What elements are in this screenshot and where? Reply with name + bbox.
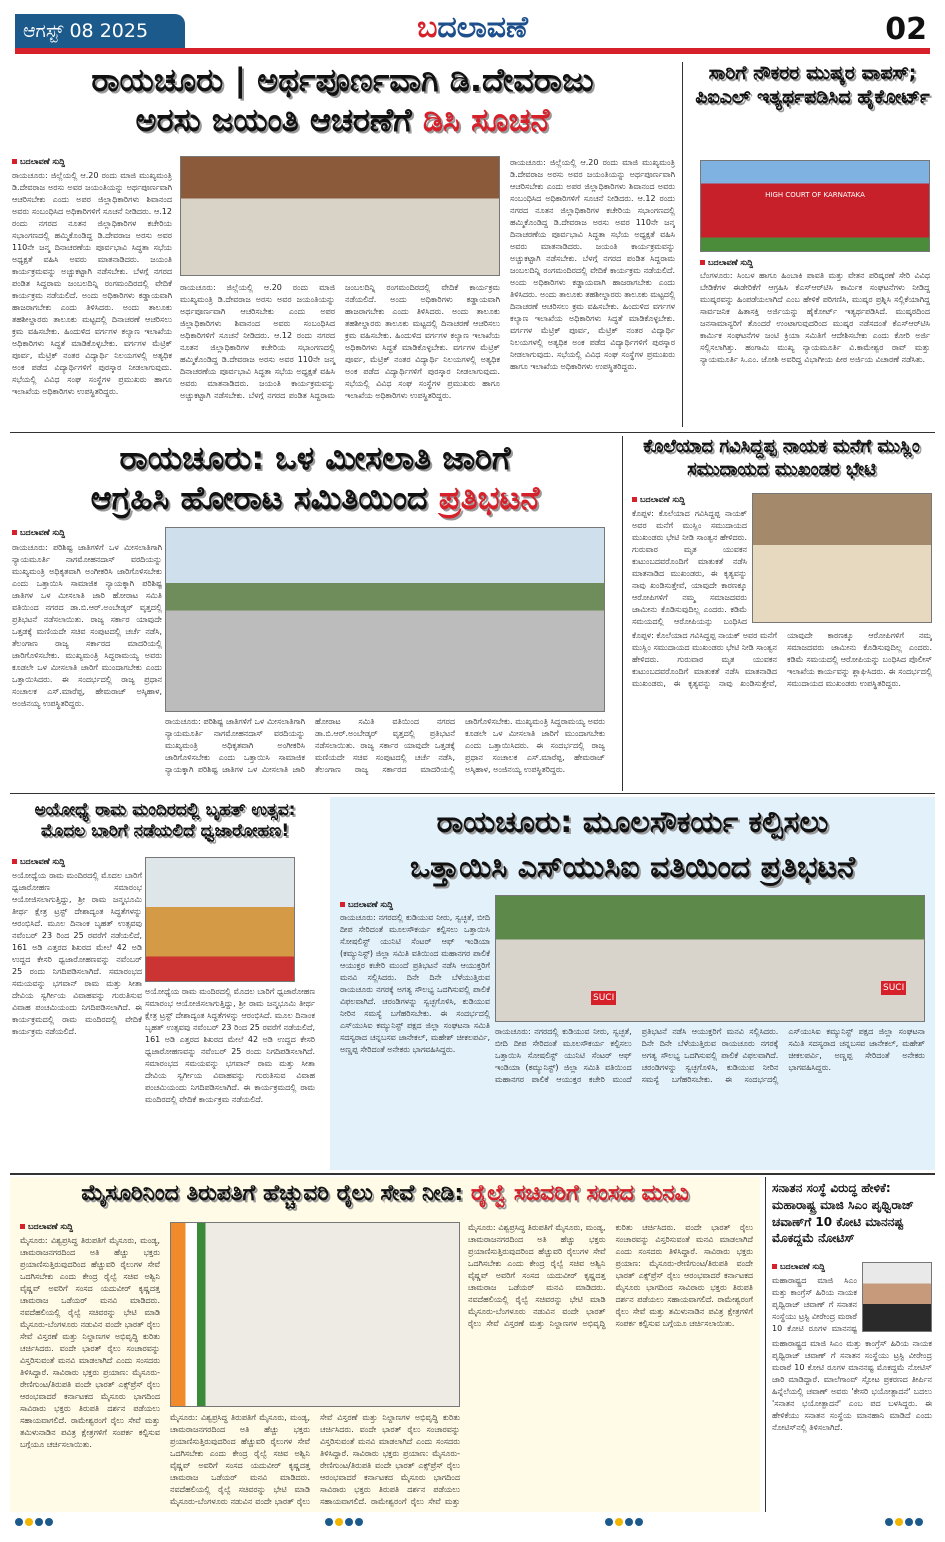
page-number: 02 — [885, 12, 927, 47]
headline-highcourt: ಸಾರಿಗೆ ನೌಕರರ ಮುಷ್ಕರ ವಾಪಸ್; ಪಿಐಎಲ್ ಇತ್ಯರ್ಥಪಡಿಸಿದ ಹೈಕೋರ್ಟ್ — [695, 62, 930, 108]
suci-protest-photo — [495, 895, 925, 1022]
article-body: ರಾಯಚೂರು: ಪರಿಶಿಷ್ಟ ಜಾತಿಗಳಿಗೆ ಒಳ ಮೀಸಲಾತಿಗಾಗಿ ನ್ಯಾಯಮೂರ್ತಿ ನಾಗಮೋಹನದಾಸ್ ವರದಿಯನ್ನು ಮುಖ್ಯಮಂತ್ರಿ ಅಧಿಕೃತವಾಗಿ ಅಂಗೀಕರಿಸಿ ಜಾರಿಗೊಳಿಸಬೇಕು ಎಂದು ಒತ್ತಾಯಿಸಿ ಸಾಮಾಜಿಕ ನ್ಯಾಯಕ್ಕಾಗಿ ಪರಿಶಿಷ್ಟ ಜಾತಿಗಳ ಒಳ ಮೀಸಲಾತಿ ಜಾರಿ ಹೋರಾಟ ಸಮಿತಿ ವತಿಯಿಂದ ನಗರದ ಡಾ.ಬಿ.ಆರ್.ಅಂಬೇಡ್ಕರ್ ವೃತ್ತದಲ್ಲಿ ಪ್ರತಿಭಟನೆ ನಡೆಸಲಾಯಿತು. ರಾಜ್ಯ ಸರ್ಕಾರ ಯಾವುದೇ ಒತ್ತಡಕ್ಕೆ ಮಣಿಯದೇ ಸಚಿವ ಸಂಪುಟದಲ್ಲಿ ಚರ್ಚೆ ನಡೆಸಿ, ತೆಲಂಗಾಣ ರಾಜ್ಯ ಸರ್ಕಾರದ ಮಾದರಿಯಲ್ಲಿ ಜಾರಿಗೊಳಿಸಬೇಕು. ಮುಖ್ಯಮಂತ್ರಿ ಸಿದ್ದರಾಮಯ್ಯ ಅವರು ಕೂಡಲೇ ಒಳ ಮೀಸಲಾತಿ ಜಾರಿಗೆ ಮುಂದಾಗಬೇಕು ಎಂದು ಒತ್ತಾಯಿಸಿದರು. ಈ ಸಂದರ್ಭದಲ್ಲಿ ರಾಜ್ಯ ಪ್ರಧಾನ ಸಂಚಾಲಕ ಎಸ್.ಮಾರೆಪ್ಪ, ಹೇಮರಾಜ್ ಅಸ್ಕಿಹಾಳ, ಅಂಜಿನಯ್ಯ ಉಪಸ್ಥಿತರಿದ್ದರು. — [12, 543, 162, 708]
mp-minister-photo — [170, 1222, 460, 1407]
article-body: ಮೈಸೂರು: ವಿಶ್ವಪ್ರಸಿದ್ಧ ತಿರುಪತಿಗೆ ಮೈಸೂರು, ಮಂಡ್ಯ, ಚಾಮರಾಜನಗರದಿಂದ ಅತಿ ಹೆಚ್ಚು ಭಕ್ತರು ಪ್ರಯಾಣಿಸುತ್ತಿರುವುದರಿಂದ ಹೆಚ್ಚುವರಿ ರೈಲುಗಳ ಸೇವೆ ಒದಗಿಸಬೇಕು ಎಂದು ಕೇಂದ್ರ ರೈಲ್ವೆ ಸಚಿವ ಅಶ್ವಿನಿ ವೈಷ್ಣವ್ ಅವರಿಗೆ ಸಂಸದ ಯದುವೀರ್ ಕೃಷ್ಣದತ್ತ ಚಾಮರಾಜ ಒಡೆಯರ್ ಮನವಿ ಮಾಡಿದರು. ನವದೆಹಲಿಯಲ್ಲಿ ರೈಲ್ವೆ ಸಚಿವರನ್ನು ಭೇಟಿ ಮಾಡಿ ಮೈಸೂರು-ಬೆಂಗಳೂರು ನಡುವಿನ ವಂದೇ ಭಾರತ್ ರೈಲು ಸೇವೆ ವಿಸ್ತರಣೆ ಮತ್ತು ನಿಲ್ದಾಣಗಳ ಅಭಿವೃದ್ಧಿ ಕುರಿತು ಚರ್ಚಿಸಿದರು. ವಂದೇ ಭಾರತ್ ರೈಲು ಸಂಚಾರವನ್ನು ವಿಸ್ತರಿಸುವಂತೆ ಮನವಿ ಮಾಡಲಾಗಿದೆ ಎಂದು ಸಂಸದರು ತಿಳಿಸಿದ್ದಾರೆ. ಸಾವಿರಾರು ಭಕ್ತರು ಪ್ರಯಾಣ: ಮೈಸೂರು-ರೇಣಿಗುಂಟ/ತಿರುಪತಿ ವಂದೇ ಭಾರತ್ ಎಕ್ಸ್‌ಪ್ರೆಸ್ ರೈಲು ಆರಂಭವಾದರೆ ಕರ್ನಾಟಕದ ಮೈಸೂರು ಭಾಗದಿಂದ ಸಾವಿರಾರು ಭಕ್ತರು ತಿರುಪತಿ ದರ್ಶನ ಪಡೆಯಲು ಸಹಾಯವಾಗಲಿದೆ. ರಾಮೇಶ್ವರಂಗೆ ರೈಲು ಸೇವೆ ಮತ್ತು ತಮಿಳುನಾಡಿನ ಪವಿತ್ರ ಕ್ಷೇತ್ರಗಳಿಗೆ ಸಂಪರ್ಕ ಕಲ್ಪಿಸುವ ಬಗ್ಗೆಯೂ ಚರ್ಚಿಸಲಾಯಿತು. — [20, 1236, 160, 1449]
header-rule — [15, 48, 930, 54]
byline: ಬದಲಾವಣೆ ಸುದ್ದಿ — [12, 857, 142, 867]
article-body-cont: ರಾಯಚೂರು: ಪರಿಶಿಷ್ಟ ಜಾತಿಗಳಿಗೆ ಒಳ ಮೀಸಲಾತಿಗಾಗಿ ನ್ಯಾಯಮೂರ್ತಿ ನಾಗಮೋಹನದಾಸ್ ವರದಿಯನ್ನು ಮುಖ್ಯಮಂತ್ರಿ ಅಧಿಕೃತವಾಗಿ ಅಂಗೀಕರಿಸಿ ಜಾರಿಗೊಳಿಸಬೇಕು ಎಂದು ಒತ್ತಾಯಿಸಿ ಸಾಮಾಜಿಕ ನ್ಯಾಯಕ್ಕಾಗಿ ಪರಿಶಿಷ್ಟ ಜಾತಿಗಳ ಒಳ ಮೀಸಲಾತಿ ಜಾರಿ ಹೋರಾಟ ಸಮಿತಿ ವತಿಯಿಂದ ನಗರದ ಡಾ.ಬಿ.ಆರ್.ಅಂಬೇಡ್ಕರ್ ವೃತ್ತದಲ್ಲಿ ಪ್ರತಿಭಟನೆ ನಡೆಸಲಾಯಿತು. ರಾಜ್ಯ ಸರ್ಕಾರ ಯಾವುದೇ ಒತ್ತಡಕ್ಕೆ ಮಣಿಯದೇ ಸಚಿವ ಸಂಪುಟದಲ್ಲಿ ಚರ್ಚೆ ನಡೆಸಿ, ತೆಲಂಗಾಣ ರಾಜ್ಯ ಸರ್ಕಾರದ ಮಾದರಿಯಲ್ಲಿ ಜಾರಿಗೊಳಿಸಬೇಕು. ಮುಖ್ಯಮಂತ್ರಿ ಸಿದ್ದರಾಮಯ್ಯ ಅವರು ಕೂಡಲೇ ಒಳ ಮೀಸಲಾತಿ ಜಾರಿಗೆ ಮುಂದಾಗಬೇಕು ಎಂದು ಒತ್ತಾಯಿಸಿದರು. ಈ ಸಂದರ್ಭದಲ್ಲಿ ರಾಜ್ಯ ಪ್ರಧಾನ ಸಂಚಾಲಕ ಎಸ್.ಮಾರೆಪ್ಪ, ಹೇಮರಾಜ್ ಅಸ್ಕಿಹಾಳ, ಅಂಜಿನಯ್ಯ ಉಪಸ್ಥಿತರಿದ್ದರು. — [165, 717, 605, 774]
article-body: ಅಯೋಧ್ಯೆಯ ರಾಮ ಮಂದಿರದಲ್ಲಿ ಮೊದಲ ಬಾರಿಗೆ ಧ್ವಜಾರೋಹಣ ಸಮಾರಂಭ ಆಯೋಜಿಸಲಾಗುತ್ತಿದ್ದು, ಶ್ರೀ ರಾಮ ಜನ್ಮಭೂಮಿ ತೀರ್ಥ ಕ್ಷೇತ್ರ ಟ್ರಸ್ಟ್ ದೇಶಾದ್ಯಂತ ಸಿದ್ಧತೆಗಳನ್ನು ಆರಂಭಿಸಿದೆ. ಮೂಲ ದಿನಾಂಕ ಬೃಹತ್ ಉತ್ಸವವು ನವೆಂಬರ್ 23 ರಿಂದ 25 ರವರೆಗೆ ನಡೆಯಲಿದೆ, 161 ಅಡಿ ಎತ್ತರದ ಶಿಖರದ ಮೇಲೆ 42 ಅಡಿ ಉದ್ದದ ಕೇಸರಿ ಧ್ವಜಾರೋಹಣವನ್ನು ನವೆಂಬರ್ 25 ರಂದು ನಿಗದಿಪಡಿಸಲಾಗಿದೆ. ಸಮಾರಂಭದ ಸಮಯವನ್ನು ಭಗವಾನ್ ರಾಮ ಮತ್ತು ಸೀತಾ ದೇವಿಯ ಸ್ವರ್ಗೀಯ ವಿವಾಹವನ್ನು ಗುರುತಿಸುವ ವಿವಾಹ ಪಂಚಮಿಯಂದು ನಿಗದಿಪಡಿಸಲಾಗಿದೆ. ಈ ಕಾರ್ಯಕ್ರಮದಲ್ಲಿ ರಾಮ ಮಂದಿರದಲ್ಲಿ ವೇದಿಕೆ ಕಾರ್ಯಕ್ರಮ ನಡೆಯಲಿದೆ. — [12, 871, 142, 1036]
article-body: ರಾಯಚೂರು: ನಗರದಲ್ಲಿ ಕುಡಿಯುವ ನೀರು, ಸ್ವಚ್ಛತೆ, ಬೀದಿ ದೀಪ ಸೇರಿದಂತೆ ಮೂಲಸೌಕರ್ಯ ಕಲ್ಪಿಸಲು ಒತ್ತಾಯಿಸಿ ಸೋಷಲಿಸ್ಟ್ ಯುನಿಟಿ ಸೆಂಟರ್ ಆಫ್ ಇಂಡಿಯಾ (ಕಮ್ಯುನಿಸ್ಟ್) ಜಿಲ್ಲಾ ಸಮಿತಿ ವತಿಯಿಂದ ಮಹಾನಗರ ಪಾಲಿಕೆ ಆಯುಕ್ತರ ಕಚೇರಿ ಮುಂದೆ ಪ್ರತಿಭಟನೆ ನಡೆಸಿ ಆಯುಕ್ತರಿಗೆ ಮನವಿ ಸಲ್ಲಿಸಿದರು. ದಿನೇ ದಿನೇ ಬೆಳೆಯುತ್ತಿರುವ ರಾಯಚೂರು ನಗರಕ್ಕೆ ಅಗತ್ಯ ಸೌಲಭ್ಯ ಒದಗಿಸುವಲ್ಲಿ ಪಾಲಿಕೆ ವಿಫಲವಾಗಿದೆ. ಚರಂಡಿಗಳನ್ನು ಸ್ವಚ್ಛಗೊಳಿಸಿ, ಕುಡಿಯುವ ನೀರಿನ ಸಮಸ್ಯೆ ಬಗೆಹರಿಸಬೇಕು. ಈ ಸಂದರ್ಭದಲ್ಲಿ ಎಸ್‌ಯುಸಿಐ ಕಮ್ಯುನಿಸ್ಟ್ ಪಕ್ಷದ ಜಿಲ್ಲಾ ಸಂಘಟನಾ ಸಮಿತಿ ಸದಸ್ಯರಾದ ಚನ್ನಬಸವ ಜಾನೇಕಲ್, ಮಹೇಶ್ ಚೀಕಲಪರ್ವಿ, ಅಣ್ಣಪ್ಪ ಸೇರಿದಂತೆ ಅನೇಕರು ಭಾಗವಹಿಸಿದ್ದರು. — [340, 913, 490, 1054]
divider — [10, 1173, 935, 1175]
headline-suci: ರಾಯಚೂರು: ಮೂಲಸೌಕರ್ಯ ಕಲ್ಪಿಸಲು ಒತ್ತಾಯಿಸಿ ಎಸ್‌ಯುಸಿಐ ವತಿಯಿಂದ ಪ್ರತಿಭಟನೆ — [409, 805, 856, 885]
headline-muslim-leaders: ಕೊಲೆಯಾದ ಗವಿಸಿದ್ದಪ್ಪ ನಾಯಕ ಮನೆಗೆ ಮುಸ್ಲಿಂ ಸಮುದಾಯದ ಮುಖಂಡರ ಭೇಟಿ — [643, 436, 920, 480]
byline: ಬದಲಾವಣೆ ಸುದ್ದಿ — [20, 1222, 160, 1232]
byline-1 — [12, 157, 172, 170]
article-body-cont: ಮೈಸೂರು: ವಿಶ್ವಪ್ರಸಿದ್ಧ ತಿರುಪತಿಗೆ ಮೈಸೂರು, ಮಂಡ್ಯ, ಚಾಮರಾಜನಗರದಿಂದ ಅತಿ ಹೆಚ್ಚು ಭಕ್ತರು ಪ್ರಯಾಣಿಸುತ್ತಿರುವುದರಿಂದ ಹೆಚ್ಚುವರಿ ರೈಲುಗಳ ಸೇವೆ ಒದಗಿಸಬೇಕು ಎಂದು ಕೇಂದ್ರ ರೈಲ್ವೆ ಸಚಿವ ಅಶ್ವಿನಿ ವೈಷ್ಣವ್ ಅವರಿಗೆ ಸಂಸದ ಯದುವೀರ್ ಕೃಷ್ಣದತ್ತ ಚಾಮರಾಜ ಒಡೆಯರ್ ಮನವಿ ಮಾಡಿದರು. ನವದೆಹಲಿಯಲ್ಲಿ ರೈಲ್ವೆ ಸಚಿವರನ್ನು ಭೇಟಿ ಮಾಡಿ ಮೈಸೂರು-ಬೆಂಗಳೂರು ನಡುವಿನ ವಂದೇ ಭಾರತ್ ರೈಲು ಸೇವೆ ವಿಸ್ತರಣೆ ಮತ್ತು ನಿಲ್ದಾಣಗಳ ಅಭಿವೃದ್ಧಿ ಕುರಿತು ಚರ್ಚಿಸಿದರು. ವಂದೇ ಭಾರತ್ ರೈಲು ಸಂಚಾರವನ್ನು ವಿಸ್ತರಿಸುವಂತೆ ಮನವಿ ಮಾಡಲಾಗಿದೆ ಎಂದು ಸಂಸದರು ತಿಳಿಸಿದ್ದಾರೆ. ಸಾವಿರಾರು ಭಕ್ತರು ಪ್ರಯಾಣ: ಮೈಸೂರು-ರೇಣಿಗುಂಟ/ತಿರುಪತಿ ವಂದೇ ಭಾರತ್ ಎಕ್ಸ್‌ಪ್ರೆಸ್ ರೈಲು ಆರಂಭವಾದರೆ ಕರ್ನಾಟಕದ ಮೈಸೂರು ಭಾಗದಿಂದ ಸಾವಿರಾರು ಭಕ್ತರು ತಿರುಪತಿ ದರ್ಶನ ಪಡೆಯಲು ಸಹಾಯವಾಗಲಿದೆ. ರಾಮೇಶ್ವರಂಗೆ ರೈಲು ಸೇವೆ ಮತ್ತು — [170, 1413, 460, 1506]
byline: ಬದಲಾವಣೆ ಸುದ್ದಿ — [772, 1262, 862, 1272]
divider — [10, 432, 935, 433]
issue-date: ಆಗಸ್ಟ್ 08 2025 — [23, 20, 149, 42]
byline: ಬದಲಾವಣೆ ಸುದ್ದಿ — [632, 495, 747, 505]
article-body-cont: ರಾಯಚೂರು: ನಗರದಲ್ಲಿ ಕುಡಿಯುವ ನೀರು, ಸ್ವಚ್ಛತೆ, ಬೀದಿ ದೀಪ ಸೇರಿದಂತೆ ಮೂಲಸೌಕರ್ಯ ಕಲ್ಪಿಸಲು ಒತ್ತಾಯಿಸಿ ಸೋಷಲಿಸ್ಟ್ ಯುನಿಟಿ ಸೆಂಟರ್ ಆಫ್ ಇಂಡಿಯಾ (ಕಮ್ಯುನಿಸ್ಟ್) ಜಿಲ್ಲಾ ಸಮಿತಿ ವತಿಯಿಂದ ಮಹಾನಗರ ಪಾಲಿಕೆ ಆಯುಕ್ತರ ಕಚೇರಿ ಮುಂದೆ ಪ್ರತಿಭಟನೆ ನಡೆಸಿ ಆಯುಕ್ತರಿಗೆ ಮನವಿ ಸಲ್ಲಿಸಿದರು. ದಿನೇ ದಿನೇ ಬೆಳೆಯುತ್ತಿರುವ ರಾಯಚೂರು ನಗರಕ್ಕೆ ಅಗತ್ಯ ಸೌಲಭ್ಯ ಒದಗಿಸುವಲ್ಲಿ ಪಾಲಿಕೆ ವಿಫಲವಾಗಿದೆ. ಚರಂಡಿಗಳನ್ನು ಸ್ವಚ್ಛಗೊಳಿಸಿ, ಕುಡಿಯುವ ನೀರಿನ ಸಮಸ್ಯೆ ಬಗೆಹರಿಸಬೇಕು. ಈ ಸಂದರ್ಭದಲ್ಲಿ ಎಸ್‌ಯುಸಿಐ ಕಮ್ಯುನಿಸ್ಟ್ ಪಕ್ಷದ ಜಿಲ್ಲಾ ಸಂಘಟನಾ ಸಮಿತಿ ಸದಸ್ಯರಾದ ಚನ್ನಬಸವ ಜಾನೇಕಲ್, ಮಹೇಶ್ ಚೀಕಲಪರ್ವಿ, ಅಣ್ಣಪ್ಪ ಸೇರಿದಂತೆ ಅನೇಕರು ಭಾಗವಹಿಸಿದ್ದರು. — [495, 1027, 925, 1084]
footer-dots — [15, 1518, 55, 1529]
article-body: ಮಹಾರಾಷ್ಟ್ರದ ಮಾಜಿ ಸಿಎಂ ಮತ್ತು ಕಾಂಗ್ರೆಸ್ ಹಿರಿಯ ನಾಯಕ ಪೃಥ್ವಿರಾಜ್ ಚವಾಣ್ ಗೆ ಸನಾತನ ಸಂಸ್ಥೆಯು ಟ್ರಸ್ಟಿ ವೀರೇಂದ್ರ ಮರಾಠೆ 10 ಕೋಟಿ ರೂಗಳ ಮಾನನಷ್ಟ — [772, 1276, 857, 1333]
article-body-cont2: ರಾಯಚೂರು: ಜಿಲ್ಲೆಯಲ್ಲಿ ಆ.20 ರಂದು ಮಾಜಿ ಮುಖ್ಯಮಂತ್ರಿ ಡಿ.ದೇವರಾಜ ಅರಸು ಅವರ ಜಯಂತಿಯನ್ನು ಅರ್ಥಪೂರ್ಣವಾಗಿ ಆಚರಿಸಬೇಕು ಎಂದು ಅಪರ ಜಿಲ್ಲಾಧಿಕಾರಿಗಳು ಶಿವಾನಂದ ಅವರು ಸಂಬಂಧಿಸಿದ ಅಧಿಕಾರಿಗಳಿಗೆ ಸೂಚನೆ ನೀಡಿದರು. ಆ.12 ರಂದು ನಗರದ ನೂತನ ಜಿಲ್ಲಾಧಿಕಾರಿಗಳ ಕಚೇರಿಯ ಸಭಾಂಗಣದಲ್ಲಿ ಹಮ್ಮಿಕೊಂಡಿದ್ದ ಡಿ.ದೇವರಾಜ ಅರಸು ಅವರ 110ನೇ ಜನ್ಮ ದಿನಾಚರಣೆಯ ಪೂರ್ವಭಾವಿ ಸಿದ್ಧತಾ ಸಭೆಯ ಅಧ್ಯಕ್ಷತೆ ವಹಿಸಿ ಅವರು ಮಾತನಾಡಿದರು. ಜಯಂತಿ ಕಾರ್ಯಕ್ರಮವನ್ನು ಅಚ್ಚುಕಟ್ಟಾಗಿ ನಡೆಸಬೇಕು. ಬೆಳಗ್ಗೆ ನಗರದ ಪಂಡಿತ ಸಿದ್ದರಾಮ ಜಂಬಲದಿನ್ನಿ ರಂಗಮಂದಿರದಲ್ಲಿ ವೇದಿಕೆ ಕಾರ್ಯಕ್ರಮ ನಡೆಯಲಿದೆ. ಅಂದು ಅಧಿಕಾರಿಗಳು ಕಡ್ಡಾಯವಾಗಿ ಹಾಜರಾಗಬೇಕು ಎಂದು ತಿಳಿಸಿದರು. ಅಂದು ತಾಲೂಕು ತಹಶೀಲ್ದಾರರು ತಾಲೂಕು ಮಟ್ಟದಲ್ಲಿ ದಿನಾಚರಣೆ ಆಚರಿಸಲು ಕ್ರಮ ವಹಿಸಬೇಕು. ಹಿಂದುಳಿದ ವರ್ಗಗಳ ಕಲ್ಯಾಣ ಇಲಾಖೆಯ ಅಧಿಕಾರಿಗಳು ಸಿದ್ಧತೆ ಮಾಡಿಕೊಳ್ಳಬೇಕು. ವರ್ಗಗಳ ಮೆಟ್ರಿಕ್ ಪೂರ್ವ, ಮೆಟ್ರಿಕ್ ನಂತರ ವಿದ್ಯಾರ್ಥಿ ನಿಲಯಗಳಲ್ಲಿ ಅತ್ಯಧಿಕ ಅಂಕ ಪಡೆದ ವಿದ್ಯಾರ್ಥಿಗಳಿಗೆ ಪುರಸ್ಕಾರ ನೀಡಲಾಗುವುದು. ಸಭೆಯಲ್ಲಿ ವಿವಿಧ ಸಂಘ ಸಂಸ್ಥೆಗಳ ಪ್ರಮುಖರು ಹಾಗೂ ಇಲಾಖೆಯ ಅಧಿಕಾರಿಗಳು ಉಪಸ್ಥಿತರಿದ್ದರು. — [510, 158, 675, 371]
masthead — [0, 10, 945, 45]
headline-rail: ಮೈಸೂರಿನಿಂದ ತಿರುಪತಿಗೆ ಹೆಚ್ಚುವರಿ ರೈಲು ಸೇವೆ ನೀಡಿ: ರೈಲ್ವೆ ಸಚಿವರಿಗೆ ಸಂಸದ ಮನವಿ — [81, 1181, 689, 1206]
article-body: ರಾಯಚೂರು: ಜಿಲ್ಲೆಯಲ್ಲಿ ಆ.20 ರಂದು ಮಾಜಿ ಮುಖ್ಯಮಂತ್ರಿ ಡಿ.ದೇವರಾಜ ಅರಸು ಅವರ ಜಯಂತಿಯನ್ನು ಅರ್ಥಪೂರ್ಣವಾಗಿ ಆಚರಿಸಬೇಕು ಎಂದು ಅಪರ ಜಿಲ್ಲಾಧಿಕಾರಿಗಳು ಶಿವಾನಂದ ಅವರು ಸಂಬಂಧಿಸಿದ ಅಧಿಕಾರಿಗಳಿಗೆ ಸೂಚನೆ ನೀಡಿದರು. ಆ.12 ರಂದು ನಗರದ ನೂತನ ಜಿಲ್ಲಾಧಿಕಾರಿಗಳ ಕಚೇರಿಯ ಸಭಾಂಗಣದಲ್ಲಿ ಹಮ್ಮಿಕೊಂಡಿದ್ದ ಡಿ.ದೇವರಾಜ ಅರಸು ಅವರ 110ನೇ ಜನ್ಮ ದಿನಾಚರಣೆಯ ಪೂರ್ವಭಾವಿ ಸಿದ್ಧತಾ ಸಭೆಯ ಅಧ್ಯಕ್ಷತೆ ವಹಿಸಿ ಅವರು ಮಾತನಾಡಿದರು. ಜಯಂತಿ ಕಾರ್ಯಕ್ರಮವನ್ನು ಅಚ್ಚುಕಟ್ಟಾಗಿ ನಡೆಸಬೇಕು. ಬೆಳಗ್ಗೆ ನಗರದ ಪಂಡಿತ ಸಿದ್ದರಾಮ ಜಂಬಲದಿನ್ನಿ ರಂಗಮಂದಿರದಲ್ಲಿ ವೇದಿಕೆ ಕಾರ್ಯಕ್ರಮ ನಡೆಯಲಿದೆ. ಅಂದು ಅಧಿಕಾರಿಗಳು ಕಡ್ಡಾಯವಾಗಿ ಹಾಜರಾಗಬೇಕು ಎಂದು ತಿಳಿಸಿದರು. ಅಂದು ತಾಲೂಕು ತಹಶೀಲ್ದಾರರು ತಾಲೂಕು ಮಟ್ಟದಲ್ಲಿ ದಿನಾಚರಣೆ ಆಚರಿಸಲು ಕ್ರಮ ವಹಿಸಬೇಕು. ಹಿಂದುಳಿದ ವರ್ಗಗಳ ಕಲ್ಯಾಣ ಇಲಾಖೆಯ ಅಧಿಕಾರಿಗಳು ಸಿದ್ಧತೆ ಮಾಡಿಕೊಳ್ಳಬೇಕು. ವರ್ಗಗಳ ಮೆಟ್ರಿಕ್ ಪೂರ್ವ, ಮೆಟ್ರಿಕ್ ನಂತರ ವಿದ್ಯಾರ್ಥಿ ನಿಲಯಗಳಲ್ಲಿ ಅತ್ಯಧಿಕ ಅಂಕ ಪಡೆದ ವಿದ್ಯಾರ್ಥಿಗಳಿಗೆ ಪುರಸ್ಕಾರ ನೀಡಲಾಗುವುದು. ಸಭೆಯಲ್ಲಿ ವಿವಿಧ ಸಂಘ ಸಂಸ್ಥೆಗಳ ಪ್ರಮುಖರು ಹಾಗೂ ಇಲಾಖೆಯ ಅಧಿಕಾರಿಗಳು ಉಪಸ್ಥಿತರಿದ್ದರು. — [12, 171, 172, 396]
divider — [10, 793, 935, 794]
byline: ಬದಲಾವಣೆ ಸುದ್ದಿ — [340, 900, 490, 910]
footer-dots — [325, 1518, 365, 1529]
byline: ಬದಲಾವಣೆ ಸುದ್ದಿ — [700, 258, 930, 268]
chavan-photo — [862, 1262, 932, 1332]
headline: ರಾಯಚೂರು | ಅರ್ಥಪೂರ್ಣವಾಗಿ ಡಿ.ದೇವರಾಜು ಅರಸು ಜಯಂತಿ ಆಚರಣೆಗೆ ಡಿಸಿ ಸೂಚನೆ — [91, 61, 594, 139]
byline: ಬದಲಾವಣೆ ಸುದ್ದಿ — [12, 528, 162, 538]
byline: ಬದಲಾವಣೆ ಸುದ್ದಿ — [12, 157, 172, 167]
divider — [682, 62, 683, 427]
meeting-photo — [180, 156, 500, 276]
footer-dots — [605, 1518, 645, 1529]
headline-sanatan: ಸನಾತನ ಸಂಸ್ಥೆ ವಿರುದ್ಧ ಹೇಳಿಕೆ: ಮಹಾರಾಷ್ಟ್ರ ಮಾಜಿ ಸಿಎಂ ಪೃಥ್ವಿರಾಜ್ ಚವಾಣ್‌ಗೆ 10 ಕೋಟಿ ಮಾನನಷ್ಟ ಮೊಕದ್ದಮೆ ನೋಟಿಸ್ — [772, 1181, 914, 1246]
divider — [622, 436, 623, 791]
protest-photo — [165, 527, 605, 712]
masthead-red: ಬ — [417, 10, 438, 45]
visit-photo — [752, 493, 932, 623]
headline-ayodhya: ಅಯೋಧ್ಯೆ ರಾಮ ಮಂದಿರದಲ್ಲಿ ಬೃಹತ್ ಉತ್ಸವ: ಮೊದಲ ಬಾರಿಗೆ ನಡೆಯಲಿದೆ ಧ್ವಜಾರೋಹಣ! — [34, 800, 296, 842]
article-body-cont: ರಾಯಚೂರು: ಜಿಲ್ಲೆಯಲ್ಲಿ ಆ.20 ರಂದು ಮಾಜಿ ಮುಖ್ಯಮಂತ್ರಿ ಡಿ.ದೇವರಾಜ ಅರಸು ಅವರ ಜಯಂತಿಯನ್ನು ಅರ್ಥಪೂರ್ಣವಾಗಿ ಆಚರಿಸಬೇಕು ಎಂದು ಅಪರ ಜಿಲ್ಲಾಧಿಕಾರಿಗಳು ಶಿವಾನಂದ ಅವರು ಸಂಬಂಧಿಸಿದ ಅಧಿಕಾರಿಗಳಿಗೆ ಸೂಚನೆ ನೀಡಿದರು. ಆ.12 ರಂದು ನಗರದ ನೂತನ ಜಿಲ್ಲಾಧಿಕಾರಿಗಳ ಕಚೇರಿಯ ಸಭಾಂಗಣದಲ್ಲಿ ಹಮ್ಮಿಕೊಂಡಿದ್ದ ಡಿ.ದೇವರಾಜ ಅರಸು ಅವರ 110ನೇ ಜನ್ಮ ದಿನಾಚರಣೆಯ ಪೂರ್ವಭಾವಿ ಸಿದ್ಧತಾ ಸಭೆಯ ಅಧ್ಯಕ್ಷತೆ ವಹಿಸಿ ಅವರು ಮಾತನಾಡಿದರು. ಜಯಂತಿ ಕಾರ್ಯಕ್ರಮವನ್ನು ಅಚ್ಚುಕಟ್ಟಾಗಿ ನಡೆಸಬೇಕು. ಬೆಳಗ್ಗೆ ನಗರದ ಪಂಡಿತ ಸಿದ್ದರಾಮ ಜಂಬಲದಿನ್ನಿ ರಂಗಮಂದಿರದಲ್ಲಿ ವೇದಿಕೆ ಕಾರ್ಯಕ್ರಮ ನಡೆಯಲಿದೆ. ಅಂದು ಅಧಿಕಾರಿಗಳು ಕಡ್ಡಾಯವಾಗಿ ಹಾಜರಾಗಬೇಕು ಎಂದು ತಿಳಿಸಿದರು. ಅಂದು ತಾಲೂಕು ತಹಶೀಲ್ದಾರರು ತಾಲೂಕು ಮಟ್ಟದಲ್ಲಿ ದಿನಾಚರಣೆ ಆಚರಿಸಲು ಕ್ರಮ ವಹಿಸಬೇಕು. ಹಿಂದುಳಿದ ವರ್ಗಗಳ ಕಲ್ಯಾಣ ಇಲಾಖೆಯ ಅಧಿಕಾರಿಗಳು ಸಿದ್ಧತೆ ಮಾಡಿಕೊಳ್ಳಬೇಕು. ವರ್ಗಗಳ ಮೆಟ್ರಿಕ್ ಪೂರ್ವ, ಮೆಟ್ರಿಕ್ ನಂತರ ವಿದ್ಯಾರ್ಥಿ ನಿಲಯಗಳಲ್ಲಿ ಅತ್ಯಧಿಕ ಅಂಕ ಪಡೆದ ವಿದ್ಯಾರ್ಥಿಗಳಿಗೆ ಪುರಸ್ಕಾರ ನೀಡಲಾಗುವುದು. ಸಭೆಯಲ್ಲಿ ವಿವಿಧ ಸಂಘ ಸಂಸ್ಥೆಗಳ ಪ್ರಮುಖರು ಹಾಗೂ ಇಲಾಖೆಯ ಅಧಿಕಾರಿಗಳು ಉಪಸ್ಥಿತರಿದ್ದರು. — [180, 283, 500, 400]
headline-internal-reservation: ರಾಯಚೂರು: ಒಳ ಮೀಸಲಾತಿ ಜಾರಿಗೆ ಆಗ್ರಹಿಸಿ ಹೋರಾಟ ಸಮಿತಿಯಿಂದ ಪ್ರತಿಭಟನೆ — [90, 439, 540, 517]
protest-sign: SUCI — [593, 993, 615, 1003]
footer-dots — [885, 1518, 925, 1529]
article-body-cont: ಕೊಪ್ಪಳ: ಕೊಲೆಯಾದ ಗವಿಸಿದ್ದಪ್ಪ ನಾಯಕ್ ಅವರ ಮನೆಗೆ ಮುಸ್ಲಿಂ ಸಮುದಾಯದ ಮುಖಂಡರು ಭೇಟಿ ನೀಡಿ ಸಾಂತ್ವನ ಹೇಳಿದರು. ಗುರುವಾರ ಮೃತ ಯುವಕನ ಕುಟುಂಬದವರೊಂದಿಗೆ ಮಾತುಕತೆ ನಡೆಸಿ ಮಾತನಾಡಿದ ಮುಖಂಡರು, ಈ ಕೃತ್ಯವನ್ನು ನಾವು ಖಂಡಿಸುತ್ತೇವೆ, ಯಾವುದೇ ಕಾರಣಕ್ಕೂ ಆರೋಪಿಗಳಿಗೆ ನಮ್ಮ ಸಮಾಜದವರು ಜಾಮೀನು ಕೊಡಿಸುವುದಿಲ್ಲ ಎಂದರು. ಕಡಿಮೆ ಸಮಯದಲ್ಲಿ ಆರೋಪಿಯನ್ನು ಬಂಧಿಸಿದ ಪೊಲೀಸ್ ಇಲಾಖೆಯ ಕಾರ್ಯವನ್ನು ಶ್ಲಾಘಿಸಿದರು. ಈ ಸಂದರ್ಭದಲ್ಲಿ ಸಮುದಾಯದ ಮುಖಂಡರು ಉಪಸ್ಥಿತರಿದ್ದರು. — [632, 631, 932, 688]
high-court-photo: HIGH COURT OF KARNATAKA — [700, 160, 930, 252]
article-body: ಕೊಪ್ಪಳ: ಕೊಲೆಯಾದ ಗವಿಸಿದ್ದಪ್ಪ ನಾಯಕ್ ಅವರ ಮನೆಗೆ ಮುಸ್ಲಿಂ ಸಮುದಾಯದ ಮುಖಂಡರು ಭೇಟಿ ನೀಡಿ ಸಾಂತ್ವನ ಹೇಳಿದರು. ಗುರುವಾರ ಮೃತ ಯುವಕನ ಕುಟುಂಬದವರೊಂದಿಗೆ ಮಾತುಕತೆ ನಡೆಸಿ ಮಾತನಾಡಿದ ಮುಖಂಡರು, ಈ ಕೃತ್ಯವನ್ನು ನಾವು ಖಂಡಿಸುತ್ತೇವೆ, ಯಾವುದೇ ಕಾರಣಕ್ಕೂ ಆರೋಪಿಗಳಿಗೆ ನಮ್ಮ ಸಮಾಜದವರು ಜಾಮೀನು ಕೊಡಿಸುವುದಿಲ್ಲ ಎಂದರು. ಕಡಿಮೆ ಸಮಯದಲ್ಲಿ ಆರೋಪಿಯನ್ನು ಬಂಧಿಸಿದ — [632, 509, 747, 626]
article-devaraj-urs — [10, 60, 675, 140]
masthead-blue: ದಲಾವಣೆ — [437, 10, 528, 45]
protest-sign: SUCI — [883, 983, 905, 993]
article-body-cont2: ಮೈಸೂರು: ವಿಶ್ವಪ್ರಸಿದ್ಧ ತಿರುಪತಿಗೆ ಮೈಸೂರು, ಮಂಡ್ಯ, ಚಾಮರಾಜನಗರದಿಂದ ಅತಿ ಹೆಚ್ಚು ಭಕ್ತರು ಪ್ರಯಾಣಿಸುತ್ತಿರುವುದರಿಂದ ಹೆಚ್ಚುವರಿ ರೈಲುಗಳ ಸೇವೆ ಒದಗಿಸಬೇಕು ಎಂದು ಕೇಂದ್ರ ರೈಲ್ವೆ ಸಚಿವ ಅಶ್ವಿನಿ ವೈಷ್ಣವ್ ಅವರಿಗೆ ಸಂಸದ ಯದುವೀರ್ ಕೃಷ್ಣದತ್ತ ಚಾಮರಾಜ ಒಡೆಯರ್ ಮನವಿ ಮಾಡಿದರು. ನವದೆಹಲಿಯಲ್ಲಿ ರೈಲ್ವೆ ಸಚಿವರನ್ನು ಭೇಟಿ ಮಾಡಿ ಮೈಸೂರು-ಬೆಂಗಳೂರು ನಡುವಿನ ವಂದೇ ಭಾರತ್ ರೈಲು ಸೇವೆ ವಿಸ್ತರಣೆ ಮತ್ತು ನಿಲ್ದಾಣಗಳ ಅಭಿವೃದ್ಧಿ ಕುರಿತು ಚರ್ಚಿಸಿದರು. ವಂದೇ ಭಾರತ್ ರೈಲು ಸಂಚಾರವನ್ನು ವಿಸ್ತರಿಸುವಂತೆ ಮನವಿ ಮಾಡಲಾಗಿದೆ ಎಂದು ಸಂಸದರು ತಿಳಿಸಿದ್ದಾರೆ. ಸಾವಿರಾರು ಭಕ್ತರು ಪ್ರಯಾಣ: ಮೈಸೂರು-ರೇಣಿಗುಂಟ/ತಿರುಪತಿ ವಂದೇ ಭಾರತ್ ಎಕ್ಸ್‌ಪ್ರೆಸ್ ರೈಲು ಆರಂಭವಾದರೆ ಕರ್ನಾಟಕದ ಮೈಸೂರು ಭಾಗದಿಂದ ಸಾವಿರಾರು ಭಕ್ತರು ತಿರುಪತಿ ದರ್ಶನ ಪಡೆಯಲು ಸಹಾಯವಾಗಲಿದೆ. ರಾಮೇಶ್ವರಂಗೆ ರೈಲು ಸೇವೆ ಮತ್ತು ತಮಿಳುನಾಡಿನ ಪವಿತ್ರ ಕ್ಷೇತ್ರಗಳಿಗೆ ಸಂಪರ್ಕ ಕಲ್ಪಿಸುವ ಬಗ್ಗೆಯೂ ಚರ್ಚಿಸಲಾಯಿತು. — [468, 1223, 753, 1328]
article-body: ಬೆಂಗಳೂರು: ಸಿಂಬಳ ಹಾಗೂ ಹಿಂಬಾಕಿ ಪಾವತಿ ಮತ್ತು ವೇತನ ಪರಿಷ್ಕರಣೆ ಸೇರಿ ವಿವಿಧ ಬೇಡಿಕೆಗಳ ಈಡೇರಿಕೆಗೆ ಆಗ್ರಹಿಸಿ ಕೆಎಸ್ಆರ್‌ಟಿಸಿ ಕಾರ್ಮಿಕ ಸಂಘಟನೆಗಳು ನೀಡಿದ್ದ ಮುಷ್ಕರವನ್ನು ಹಿಂಪಡೆಯಲಾಗಿದೆ ಎಂಬ ಹೇಳಿಕೆ ಪರಿಗಣಿಸಿ, ಮುಷ್ಕರ ಪ್ರಶ್ನಿಸಿ ಸಲ್ಲಿಕೆಯಾಗಿದ್ದ ಸಾರ್ವಜನಿಕ ಹಿತಾಸಕ್ತಿ ಅರ್ಜಿಯನ್ನು ಹೈಕೋರ್ಟ್ ಇತ್ಯರ್ಥಪಡಿಸಿದೆ. ಮುಷ್ಕರದಿಂದ ಜನಸಾಮಾನ್ಯರಿಗೆ ತೊಂದರೆ ಉಂಟಾಗುವುದರಿಂದ ಮುಷ್ಕರ ನಡೆಸದಂತೆ ಕೆಎಸ್ಆರ್‌ಟಿಸಿ ಕಾರ್ಮಿಕ ಸಂಘಟನೆಗಳ ಜಂಟಿ ಕ್ರಿಯಾ ಸಮಿತಿಗೆ ಆದೇಶಿಸಬೇಕು ಎಂದು ಕೋರಿ ಅರ್ಜಿ ಸಲ್ಲಿಸಲಾಗಿತ್ತು. ಹಂಗಾಮಿ ಮುಖ್ಯ ನ್ಯಾಯಮೂರ್ತಿ ವಿ.ಕಾಮೇಶ್ವರ ರಾವ್ ಮತ್ತು ನ್ಯಾಯಮೂರ್ತಿ ಸಿ.ಎಂ. ಜೋಶಿ ಅವರಿದ್ದ ವಿಭಾಗೀಯ ಪೀಠ ಅರ್ಜಿಯ ವಿಚಾರಣೆ ನಡೆಸಿತು. — [700, 271, 930, 364]
divider — [765, 1177, 766, 1512]
article-body-cont: ಅಯೋಧ್ಯೆಯ ರಾಮ ಮಂದಿರದಲ್ಲಿ ಮೊದಲ ಬಾರಿಗೆ ಧ್ವಜಾರೋಹಣ ಸಮಾರಂಭ ಆಯೋಜಿಸಲಾಗುತ್ತಿದ್ದು, ಶ್ರೀ ರಾಮ ಜನ್ಮಭೂಮಿ ತೀರ್ಥ ಕ್ಷೇತ್ರ ಟ್ರಸ್ಟ್ ದೇಶಾದ್ಯಂತ ಸಿದ್ಧತೆಗಳನ್ನು ಆರಂಭಿಸಿದೆ. ಮೂಲ ದಿನಾಂಕ ಬೃಹತ್ ಉತ್ಸವವು ನವೆಂಬರ್ 23 ರಿಂದ 25 ರವರೆಗೆ ನಡೆಯಲಿದೆ, 161 ಅಡಿ ಎತ್ತರದ ಶಿಖರದ ಮೇಲೆ 42 ಅಡಿ ಉದ್ದದ ಕೇಸರಿ ಧ್ವಜಾರೋಹಣವನ್ನು ನವೆಂಬರ್ 25 ರಂದು ನಿಗದಿಪಡಿಸಲಾಗಿದೆ. ಸಮಾರಂಭದ ಸಮಯವನ್ನು ಭಗವಾನ್ ರಾಮ ಮತ್ತು ಸೀತಾ ದೇವಿಯ ಸ್ವರ್ಗೀಯ ವಿವಾಹವನ್ನು ಗುರುತಿಸುವ ವಿವಾಹ ಪಂಚಮಿಯಂದು ನಿಗದಿಪಡಿಸಲಾಗಿದೆ. ಈ ಕಾರ್ಯಕ್ರಮದಲ್ಲಿ ರಾಮ ಮಂದಿರದಲ್ಲಿ ವೇದಿಕೆ ಕಾರ್ಯಕ್ರಮ ನಡೆಯಲಿದೆ. — [145, 987, 315, 1104]
ram-mandir-photo — [145, 857, 295, 982]
article-body-cont: ಮಹಾರಾಷ್ಟ್ರದ ಮಾಜಿ ಸಿಎಂ ಮತ್ತು ಕಾಂಗ್ರೆಸ್ ಹಿರಿಯ ನಾಯಕ ಪೃಥ್ವಿರಾಜ್ ಚವಾಣ್ ಗೆ ಸನಾತನ ಸಂಸ್ಥೆಯು ಟ್ರಸ್ಟಿ ವೀರೇಂದ್ರ ಮರಾಠೆ 10 ಕೋಟಿ ರೂಗಳ ಮಾನನಷ್ಟ ಮೊಕದ್ದಮೆ ನೋಟಿಸ್ ಜಾರಿ ಮಾಡಿದ್ದಾರೆ. ಮಾಲೆಗಾಂವ್ ಸ್ಫೋಟ ಪ್ರಕರಣದ ತೀರ್ಪಿನ ಹಿನ್ನೆಲೆಯಲ್ಲಿ ಚವಾಣ್ ಅವರು 'ಕೇಸರಿ ಭಯೋತ್ಪಾದನೆ' ಬದಲು 'ಸನಾತನ ಭಯೋತ್ಪಾದನೆ' ಎಂಬ ಪದ ಬಳಸಿದ್ದರು. ಈ ಹೇಳಿಕೆಯು ಸನಾತನ ಸಂಸ್ಥೆಯ ಮಾನಹಾನಿ ಮಾಡಿದೆ ಎಂದು ನೋಟಿಸ್‌ನಲ್ಲಿ ತಿಳಿಸಲಾಗಿದೆ. — [772, 1339, 932, 1432]
